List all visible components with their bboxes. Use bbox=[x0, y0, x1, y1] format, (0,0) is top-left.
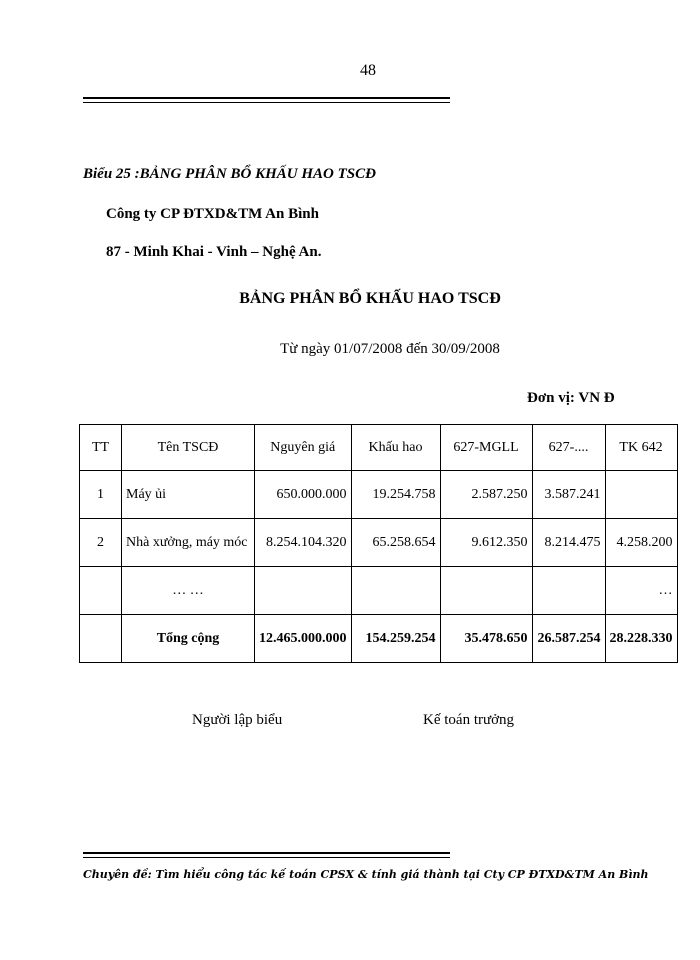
table-cell bbox=[605, 471, 677, 519]
table-cell: 8.214.475 bbox=[532, 519, 605, 567]
table-cell: 2 bbox=[80, 519, 122, 567]
table-cell: 35.478.650 bbox=[440, 615, 532, 663]
table-cell: Nhà xưởng, máy móc bbox=[122, 519, 255, 567]
table-cell: 154.259.254 bbox=[351, 615, 440, 663]
table-cell: 28.228.330 bbox=[605, 615, 677, 663]
page-number: 48 bbox=[360, 62, 376, 79]
table-row bbox=[80, 519, 678, 567]
header-cell: Nguyên giá bbox=[255, 425, 352, 471]
table-cell bbox=[80, 567, 122, 615]
company-address: 87 - Minh Khai - Vinh – Nghệ An. bbox=[106, 244, 322, 260]
header-cell: 627-MGLL bbox=[440, 425, 532, 471]
table-cell bbox=[440, 567, 532, 615]
header-cell: 627-.... bbox=[532, 425, 605, 471]
depreciation-table bbox=[79, 424, 678, 663]
table-cell bbox=[532, 567, 605, 615]
table-cell: … … bbox=[122, 567, 255, 615]
footer-topic: Chuyên đề: Tìm hiểu công tác kế toán CPSX & tính giá thành tại Cty CP ĐTXD&TM An Bình bbox=[83, 868, 649, 881]
table-row bbox=[80, 471, 678, 519]
table-cell: 4.258.200 bbox=[605, 519, 677, 567]
chief-accountant-signature-label: Kế toán trưởng bbox=[423, 712, 515, 728]
table-cell: 26.587.254 bbox=[532, 615, 605, 663]
table-cell: 650.000.000 bbox=[255, 471, 352, 519]
table-cell: 8.254.104.320 bbox=[255, 519, 352, 567]
table-row bbox=[80, 567, 678, 615]
footer-rule-thick bbox=[83, 852, 450, 854]
table-header-row bbox=[80, 425, 678, 471]
table-cell bbox=[255, 567, 352, 615]
table-cell: 1 bbox=[80, 471, 122, 519]
table-cell: 3.587.241 bbox=[532, 471, 605, 519]
table-total-row bbox=[80, 615, 678, 663]
header-cell: Tên TSCĐ bbox=[122, 425, 255, 471]
company-name: Công ty CP ĐTXD&TM An Bình bbox=[106, 206, 319, 222]
currency-unit: Đơn vị: VN Đ bbox=[527, 390, 615, 406]
table-cell bbox=[80, 615, 122, 663]
table-cell bbox=[351, 567, 440, 615]
header-cell: Khấu hao bbox=[351, 425, 440, 471]
form-label: Biểu 25 :BẢNG PHÂN BỔ KHẤU HAO TSCĐ bbox=[83, 166, 376, 182]
table-cell: Máy ủi bbox=[122, 471, 255, 519]
header-cell: TT bbox=[80, 425, 122, 471]
table-cell: 2.587.250 bbox=[440, 471, 532, 519]
document-title: BẢNG PHÂN BỔ KHẤU HAO TSCĐ bbox=[239, 290, 501, 307]
table-cell: 65.258.654 bbox=[351, 519, 440, 567]
header-rule-thick bbox=[83, 97, 450, 99]
table-cell: … bbox=[605, 567, 677, 615]
preparer-signature-label: Người lập biểu bbox=[192, 712, 283, 728]
date-range: Từ ngày 01/07/2008 đến 30/09/2008 bbox=[280, 341, 500, 357]
table-cell: 12.465.000.000 bbox=[255, 615, 352, 663]
header-cell: TK 642 bbox=[605, 425, 677, 471]
table-cell: 19.254.758 bbox=[351, 471, 440, 519]
footer-rule-thin bbox=[83, 857, 450, 858]
total-label: Tổng cộng bbox=[122, 615, 255, 663]
header-rule-thin bbox=[83, 102, 450, 103]
table-cell: 9.612.350 bbox=[440, 519, 532, 567]
